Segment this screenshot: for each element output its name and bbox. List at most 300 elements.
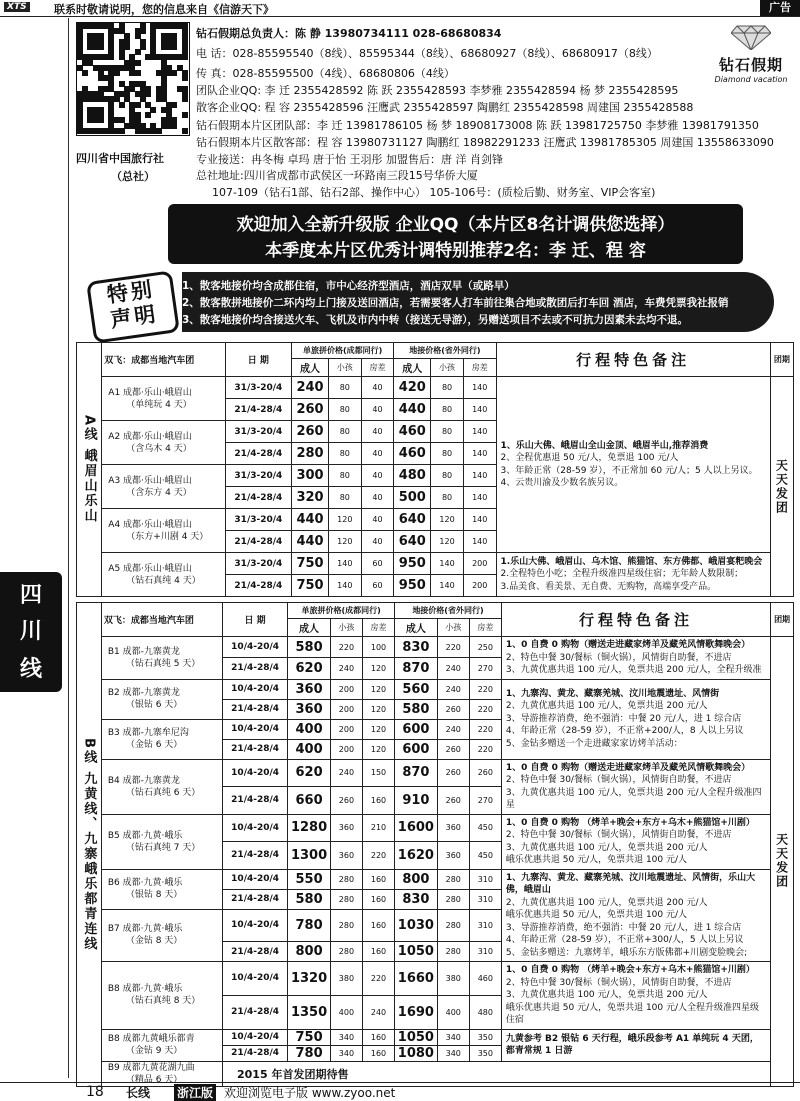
price-cell: 140 (463, 377, 496, 399)
price-cell: 280 (330, 869, 362, 889)
price-cell: 420 (394, 377, 431, 399)
note-line: 3、九黄优惠共退 100 元/人，免票共退 200 元/人 (505, 842, 708, 853)
date-cell: 10/4-20/4 (223, 869, 288, 889)
price-cell: 200 (330, 699, 362, 719)
note-line: 1、0 自费 0 购物 （烤羊+晚会+东方+乌木+熊猫馆+川剧） (505, 817, 755, 828)
notes-b1 (501, 637, 770, 680)
ad-label: 广告 (760, 0, 800, 16)
banner-line-2: 本季度本片区优秀计调特别推荐2名：李 迁、程 容 (265, 241, 646, 261)
price-cell: 620 (288, 759, 331, 787)
date-cell: 31/3-20/4 (225, 377, 291, 399)
date-cell: 10/4-20/4 (223, 962, 288, 996)
date-cell: 10/4-20/4 (223, 719, 288, 739)
price-cell: 40 (361, 421, 394, 443)
route-cell (101, 814, 222, 869)
price-cell: 480 (394, 465, 431, 487)
price-cell: 580 (288, 637, 331, 658)
note-line: 2、特色中餐 30/餐标（铜火锅），风情街自助餐，不进店 (505, 977, 732, 988)
price-cell: 280 (437, 869, 469, 889)
price-cell: 600 (395, 719, 438, 739)
price-cell: 60 (361, 553, 394, 575)
col-sub: 小孩 (328, 359, 361, 377)
note-line: 1、乐山大佛、峨眉山全山金顶、峨眉半山,推荐消费 (500, 440, 709, 451)
price-cell: 310 (469, 909, 501, 942)
note-line: 1、0 自费 0 购物（赠送走进藏家烤羊及藏羌风情歌舞晚会） (505, 762, 751, 773)
note-line: 2、九黄优惠共退 100 元/人，免票共退 200 元/人 (505, 701, 708, 712)
daily-label: 天天发团 (771, 637, 794, 1087)
note-line: 3、九黄优惠共退 100 元/人，免票共退 200 元/人，全程升级准 (505, 665, 762, 675)
section-a-table (76, 342, 794, 597)
date-cell: 10/4-20/4 (223, 814, 288, 842)
col-sub: 小孩 (437, 619, 469, 637)
notice-stamp (86, 270, 180, 343)
price-cell: 160 (362, 1029, 394, 1045)
price-cell: 1690 (395, 995, 438, 1029)
price-cell: 560 (395, 679, 438, 699)
price-cell: 400 (330, 995, 362, 1029)
date-cell: 21/4-28/4 (223, 787, 288, 815)
note-line: 2、九黄优惠共退 100 元/人，免票共退 200 元/人 (505, 897, 708, 908)
price-cell: 340 (330, 1029, 362, 1045)
edition: 浙江版 (174, 1084, 216, 1101)
price-cell: 120 (328, 509, 361, 531)
price-cell: 40 (361, 377, 394, 399)
date-cell: 10/4-20/4 (223, 909, 288, 942)
price-cell: 750 (288, 1029, 331, 1045)
route-name: B1 成都-九寨黄龙 (107, 646, 180, 657)
price-cell: 280 (330, 942, 362, 962)
price-cell: 140 (463, 443, 496, 465)
side-tab-2: 川 (19, 619, 42, 644)
route-cell (102, 421, 225, 465)
page-number: 18 (86, 1084, 104, 1100)
route-sub: （钻石真纯 6 天） (125, 787, 201, 798)
price-cell: 200 (463, 575, 496, 597)
notes-b3 (501, 759, 770, 814)
notes-b7 (501, 1029, 770, 1061)
price-cell: 220 (437, 637, 469, 658)
price-cell: 80 (431, 443, 464, 465)
note-line: 2、全程优惠退 50 元/人，免票退 100 元/人 (500, 453, 679, 463)
col-pin: 单旅拼价格(成都同行) (288, 603, 395, 619)
price-cell: 480 (469, 995, 501, 1029)
line-label: A线 峨眉山乐山 (77, 343, 102, 597)
price-cell: 400 (288, 719, 331, 739)
route-cell (102, 465, 225, 509)
route-name: B7 成都·九黄·峨乐 (107, 924, 183, 935)
price-cell: 120 (362, 719, 394, 739)
side-tab-3: 线 (19, 657, 42, 682)
date-cell: 21/4-28/4 (223, 739, 288, 759)
price-cell: 580 (288, 889, 331, 909)
price-cell: 1030 (395, 909, 438, 942)
side-tab-1: 四 (19, 583, 42, 608)
price-cell: 350 (469, 1045, 501, 1061)
header-line-8: 专业接送：冉冬梅 卓玛 唐于怡 王羽彤 加盟售后：唐 洋 肖剑锋 (196, 153, 503, 166)
note-line: 3、九黄优惠共退 100 元/人，免票共退 200 元/人 (505, 990, 708, 1000)
price-cell: 440 (292, 509, 329, 531)
price-cell: 1050 (395, 942, 438, 962)
price-cell: 320 (292, 487, 329, 509)
price-cell: 1620 (395, 842, 438, 870)
route-cell (102, 377, 225, 421)
note-line: 2、特色中餐 30/餐标（铜火锅），风情街自助餐，不进店 (505, 652, 732, 663)
col-notes: 行程特色备注 (496, 343, 770, 377)
price-cell: 1300 (288, 842, 331, 870)
price-cell: 450 (469, 814, 501, 842)
route-name: A1 成都·乐山·峨眉山 (108, 387, 192, 398)
price-cell: 360 (437, 842, 469, 870)
date-cell: 21/4-28/4 (225, 487, 291, 509)
note-line: 5、金钻多赠送：九寨烤羊，峨乐东方版佛都+川剧变脸晚会; (505, 947, 748, 958)
price-cell: 220 (469, 679, 501, 699)
route-name: A2 成都·乐山·峨眉山 (108, 431, 192, 442)
price-cell: 440 (394, 399, 431, 421)
price-cell: 800 (395, 869, 438, 889)
route-cell (102, 553, 225, 597)
route-name: B6 成都·九黄·峨乐 (107, 878, 183, 888)
price-cell: 240 (437, 719, 469, 739)
price-cell: 80 (328, 399, 361, 421)
price-cell: 400 (437, 995, 469, 1029)
price-cell: 620 (288, 658, 331, 679)
route-sub: （含乌木 4 天） (126, 443, 192, 454)
note-line: 峨乐优惠共退 50 元/人，免票共退 100 元/人全程升级准四星级住宿 (505, 1002, 760, 1025)
side-tab (0, 572, 62, 692)
price-cell: 500 (394, 487, 431, 509)
price-cell: 780 (288, 909, 331, 942)
price-cell: 1080 (395, 1045, 438, 1061)
price-cell: 120 (431, 509, 464, 531)
route-cell (101, 962, 222, 1030)
price-cell: 640 (394, 531, 431, 553)
price-cell: 140 (328, 575, 361, 597)
date-cell: 31/3-20/4 (225, 465, 291, 487)
price-cell: 280 (437, 942, 469, 962)
route-cell (101, 1029, 222, 1061)
price-cell: 140 (463, 487, 496, 509)
note-line: 1.乐山大佛、峨眉山、乌木馆、熊猫馆、东方佛都、峨眉宴粑晚会 (500, 556, 763, 567)
price-cell: 950 (394, 553, 431, 575)
brand-line: 四川省中国旅行社 (76, 152, 164, 165)
price-cell: 150 (362, 759, 394, 787)
col-route: 双飞：成都当地汽车团 (101, 603, 222, 637)
route-cell (101, 909, 222, 962)
route-sub: （东方+川剧 4 天） (126, 531, 209, 542)
route-name: B5 成都·九黄·峨乐 (107, 830, 183, 841)
price-cell: 1600 (395, 814, 438, 842)
top-notice: 联系时敬请说明，您的信息来自《信游天下》 (54, 3, 274, 16)
price-cell: 340 (437, 1045, 469, 1061)
route-sub: （银钻 8 天） (125, 890, 183, 900)
route-sub: （银钻 6 天） (125, 700, 183, 710)
price-cell: 400 (288, 739, 331, 759)
price-cell: 640 (394, 509, 431, 531)
price-cell: 310 (469, 869, 501, 889)
date-cell: 31/3-20/4 (225, 509, 291, 531)
footer-url[interactable]: 欢迎浏览电子版 www.zyoo.net (224, 1086, 396, 1100)
price-cell: 40 (361, 487, 394, 509)
header-line-10: 107-109（钻石1部、钻石2部、操作中心） 105-106号：(质检后勤、财务室、VIP会客室) (212, 186, 656, 199)
price-cell: 750 (292, 575, 329, 597)
col-sub: 成人 (292, 359, 329, 377)
price-cell: 40 (361, 443, 394, 465)
note-line: 峨乐优惠共退 50 元/人，免票共退 100 元/人 (505, 855, 688, 865)
price-cell: 80 (431, 487, 464, 509)
header-line-1: 钻石假期总负责人：陈 静 13980734111 028-68680834 (196, 27, 502, 40)
header-line-3: 传 真：028-85595500（4线）、68680806（4线） (196, 67, 455, 80)
notes-b5 (501, 869, 770, 962)
price-cell: 220 (469, 739, 501, 759)
col-sub: 小孩 (330, 619, 362, 637)
price-cell: 800 (288, 942, 331, 962)
price-cell: 450 (469, 842, 501, 870)
price-cell: 460 (394, 421, 431, 443)
route-name: B9 成都九黄花湖九曲 (107, 1062, 195, 1073)
price-cell: 40 (361, 531, 394, 553)
banner-line-1: 欢迎加入全新升级版 企业QQ（本片区8名计调供您选择） (236, 215, 675, 235)
route-cell (102, 509, 225, 553)
col-sub: 成人 (394, 359, 431, 377)
col-sub: 房差 (463, 359, 496, 377)
col-route: 双飞：成都当地汽车团 (102, 343, 225, 377)
price-cell: 1350 (288, 995, 331, 1029)
diamond-logo (706, 24, 796, 94)
stamp-text: 特别声明 (105, 276, 160, 333)
route-cell (101, 637, 222, 680)
price-cell: 80 (431, 399, 464, 421)
col-sub: 成人 (288, 619, 331, 637)
note-line: 4、年龄正常（28-59 岁），不正常+200/人，8 人以上另议 (505, 726, 744, 737)
price-cell: 340 (330, 1045, 362, 1061)
price-cell: 120 (362, 739, 394, 759)
col-sub: 房差 (361, 359, 394, 377)
note-line: 3.品美食、看美景、无自费、无购物，高端享受产品。 (500, 581, 717, 592)
price-cell: 260 (292, 399, 329, 421)
price-cell: 200 (330, 679, 362, 699)
note-line: 2、特色中餐 30/餐标（铜火锅），风情街自助餐，不进店 (505, 775, 732, 785)
route-sub: （钻石真纯 4 天） (126, 575, 201, 586)
price-cell: 360 (330, 842, 362, 870)
price-cell: 260 (437, 699, 469, 719)
route-sub: （钻石真纯 5 天） (125, 658, 201, 669)
price-cell: 220 (362, 962, 394, 996)
col-tuanqi: 团期 (771, 603, 794, 637)
note-line: 4、年龄正常（28-59 岁），不正常+300/人，5 人以上另议 (505, 935, 744, 945)
date-cell: 21/4-28/4 (223, 889, 288, 909)
price-cell: 300 (292, 465, 329, 487)
date-cell: 21/4-28/4 (225, 575, 291, 597)
notice-item-3: 3、散客地接价均含接送火车、飞机及市内中转（接送无导游），另赠送项目不去或不可抗力因素未去均不退。 (182, 314, 689, 326)
route-sub: （钻石真纯 7 天） (125, 842, 201, 853)
price-cell: 600 (395, 739, 438, 759)
price-cell: 120 (362, 699, 394, 719)
route-sub: （单纯玩 4 天） (126, 399, 192, 410)
date-cell: 21/4-28/4 (225, 399, 291, 421)
diamond-en: Diamond vacation (714, 75, 788, 84)
route-sub: （钻石真纯 8 天） (125, 996, 201, 1007)
price-cell: 870 (395, 658, 438, 679)
price-cell: 120 (362, 679, 394, 699)
header-line-9: 总社地址:四川省成都市武侯区一环路南三段15号华侨大厦 (196, 169, 478, 182)
header-line-2: 电 话：028-85595540（8线）、85595344（8线）、68680927（8线）、68680917（8线） (196, 47, 658, 60)
date-cell: 31/3-20/4 (225, 553, 291, 575)
price-cell: 780 (288, 1045, 331, 1061)
price-cell: 200 (330, 719, 362, 739)
price-cell: 220 (362, 842, 394, 870)
price-cell: 240 (330, 658, 362, 679)
header-line-5: 散客企业QQ: 程 容 2355428596 汪鹰武 2355428597 陶鹏红 2355428598 周建国 2355428588 (196, 101, 694, 114)
price-cell: 240 (437, 658, 469, 679)
qq-banner (168, 204, 743, 264)
price-cell: 120 (362, 658, 394, 679)
notes-b6 (501, 962, 770, 1030)
date-cell: 21/4-28/4 (223, 1045, 288, 1061)
price-cell: 830 (395, 637, 438, 658)
note-line: 3、年龄正常（28-59 岁），不正常加 60 元/人；5 人以上另议。 (500, 465, 758, 476)
section-b-table (76, 602, 794, 1087)
price-cell: 80 (431, 421, 464, 443)
price-cell: 80 (328, 421, 361, 443)
col-date: 日 期 (223, 603, 288, 637)
price-cell: 120 (431, 531, 464, 553)
price-cell: 140 (431, 553, 464, 575)
note-line: 3、导游推荐消费，绝不强消：中餐 20 元/人，进 1 综合店 (505, 713, 742, 724)
price-cell: 550 (288, 869, 331, 889)
price-cell: 80 (328, 443, 361, 465)
note-line: 九黄参考 B2 银钻 6 天行程，峨乐段参考 A1 单纯玩 4 天团，都青常规 1 日游 (505, 1033, 759, 1056)
price-cell: 260 (330, 787, 362, 815)
notice-item-1: 1、散客地接价均含成都住宿，市中心经济型酒店，酒店双早（或路早） (182, 280, 515, 292)
price-cell: 140 (463, 509, 496, 531)
header-line-6: 钻石假期本片区团队部：李 迁 13981786105 杨 梦 18908173008 陈 跃 13981725750 李梦雅 13981791350 (196, 119, 759, 132)
date-cell: 10/4-20/4 (223, 1029, 288, 1045)
note-line: 1、0 自费 0 购物 （烤羊+晚会+东方+乌木+熊猫馆+川剧） (505, 965, 755, 975)
route-name: B8 成都九黄峨乐都青 (107, 1034, 195, 1044)
date-cell: 21/4-28/4 (225, 531, 291, 553)
publication-logo: XTS (4, 2, 30, 12)
notes-a1 (496, 377, 770, 553)
route-sub: （金钻 9 天） (125, 1046, 183, 1056)
price-cell: 270 (469, 787, 501, 815)
hq-label: （总社） (111, 170, 155, 183)
price-cell: 220 (330, 637, 362, 658)
price-cell: 750 (292, 553, 329, 575)
price-cell: 910 (395, 787, 438, 815)
price-cell: 80 (328, 377, 361, 399)
price-cell: 80 (328, 487, 361, 509)
price-cell: 460 (469, 962, 501, 996)
top-strip (0, 0, 800, 17)
price-cell: 380 (330, 962, 362, 996)
note-line: 1、九寨沟、黄龙、藏寨羌城、汶川地震遗址、风情街 (505, 688, 720, 699)
price-cell: 240 (437, 679, 469, 699)
date-cell: 21/4-28/4 (223, 842, 288, 870)
price-cell: 360 (437, 814, 469, 842)
price-cell: 310 (469, 889, 501, 909)
col-di: 地接价格(省外同行) (394, 343, 496, 359)
note-line: 4、云贵川渝及少数名族另议。 (500, 478, 624, 488)
price-cell: 280 (330, 889, 362, 909)
price-cell: 160 (362, 942, 394, 962)
date-cell: 21/4-28/4 (225, 443, 291, 465)
price-cell: 280 (437, 909, 469, 942)
price-cell: 80 (431, 465, 464, 487)
col-sub: 房差 (469, 619, 501, 637)
price-cell: 950 (394, 575, 431, 597)
note-line: 2、特色中餐 30/餐标（铜火锅），风情街自助餐，不进店 (505, 830, 732, 840)
price-cell: 210 (362, 814, 394, 842)
price-cell: 360 (288, 699, 331, 719)
route-name: A5 成都·乐山·峨眉山 (108, 563, 192, 574)
date-cell: 21/4-28/4 (223, 995, 288, 1029)
price-cell: 340 (437, 1029, 469, 1045)
note-line: 5、金钻多赠送一个走进藏家家访烤羊活动： (505, 738, 683, 749)
header-line-4: 团队企业QQ: 李 迁 2355428592 陈 跃 2355428593 李梦雅 2355428594 杨 梦 2355428595 (196, 84, 679, 97)
col-sub: 房差 (362, 619, 394, 637)
price-cell: 220 (469, 719, 501, 739)
route-sub: （金钻 8 天） (125, 936, 183, 947)
date-cell: 21/4-28/4 (223, 658, 288, 679)
price-cell: 280 (330, 909, 362, 942)
date-cell: 10/4-20/4 (223, 637, 288, 658)
left-rule (68, 18, 69, 1078)
price-cell: 160 (362, 787, 394, 815)
price-cell: 360 (330, 814, 362, 842)
price-cell: 440 (292, 531, 329, 553)
price-cell: 580 (395, 699, 438, 719)
col-pin: 单旅拼价格(成都同行) (292, 343, 394, 359)
price-cell: 460 (394, 443, 431, 465)
price-cell: 80 (328, 465, 361, 487)
price-cell: 660 (288, 787, 331, 815)
route-sub: （金钻 6 天） (125, 740, 183, 750)
route-name: A3 成都·乐山·峨眉山 (108, 475, 192, 486)
daily-label: 天天发团 (770, 377, 793, 597)
price-cell: 260 (437, 787, 469, 815)
qr-code-icon[interactable] (76, 22, 190, 136)
price-cell: 140 (463, 399, 496, 421)
notes-b2 (501, 679, 770, 759)
notes-a2 (496, 553, 770, 597)
price-cell: 40 (361, 399, 394, 421)
price-cell: 280 (437, 889, 469, 909)
price-cell: 350 (469, 1029, 501, 1045)
col-sub: 成人 (395, 619, 438, 637)
route-cell (101, 719, 222, 759)
price-cell: 60 (361, 575, 394, 597)
route-name: B2 成都-九寨黄龙 (107, 688, 180, 698)
price-cell: 1320 (288, 962, 331, 996)
price-cell: 1660 (395, 962, 438, 996)
diamond-name: 钻石假期 (718, 56, 783, 74)
route-cell (101, 679, 222, 719)
note-line: 1、0 自费 0 购物（赠送走进藏家烤羊及藏羌风情歌舞晚会） (505, 640, 751, 650)
price-cell: 250 (469, 637, 501, 658)
header-line-7: 钻石假期本片区散客部：程 容 13980731127 陶鹏红 18982291233 汪鹰武 13981785305 周建国 13558633090 (196, 136, 774, 149)
price-cell: 160 (362, 869, 394, 889)
price-cell: 40 (361, 509, 394, 531)
price-cell: 310 (469, 942, 501, 962)
col-sub: 小孩 (431, 359, 464, 377)
cits-brand (76, 150, 190, 184)
price-cell: 140 (463, 531, 496, 553)
price-cell: 140 (431, 575, 464, 597)
route-name: B4 成都-九寨黄龙 (107, 775, 180, 786)
price-cell: 1050 (395, 1029, 438, 1045)
line-label: B线 九黄线、九寨峨乐都青连线 (77, 603, 102, 1087)
col-di: 地接价格(省外同行) (395, 603, 502, 619)
